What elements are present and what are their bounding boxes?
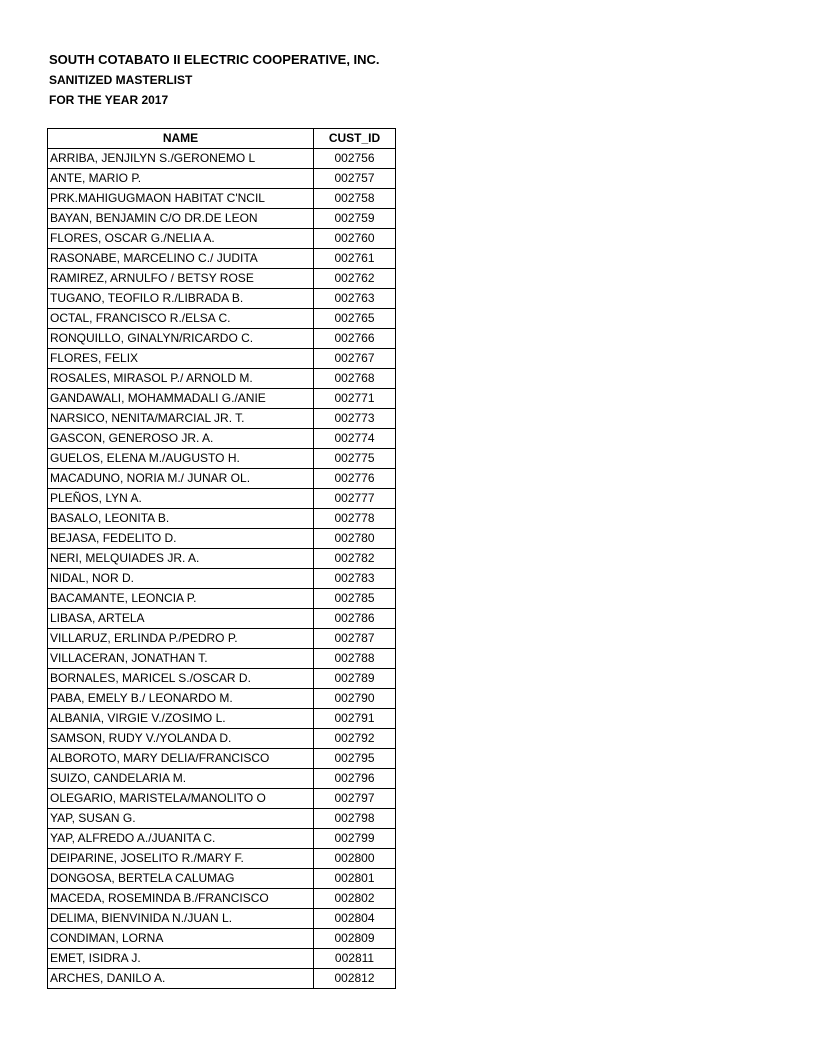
customer-name-cell: BAYAN, BENJAMIN C/O DR.DE LEON (48, 209, 314, 229)
customer-name-cell: BASALO, LEONITA B. (48, 509, 314, 529)
customer-name-cell: YAP, SUSAN G. (48, 809, 314, 829)
customer-id-cell: 002785 (314, 589, 396, 609)
customer-id-cell: 002799 (314, 829, 396, 849)
customer-id-cell: 002786 (314, 609, 396, 629)
table-row (48, 829, 396, 849)
customer-name-cell: TUGANO, TEOFILO R./LIBRADA B. (48, 289, 314, 309)
customer-id-cell: 002761 (314, 249, 396, 269)
customer-id-cell: 002795 (314, 749, 396, 769)
table-row (48, 509, 396, 529)
table-body (48, 149, 396, 989)
customer-name-cell: ANTE, MARIO P. (48, 169, 314, 189)
table-row (48, 329, 396, 349)
customer-name-cell: SUIZO, CANDELARIA M. (48, 769, 314, 789)
customer-id-cell: 002792 (314, 729, 396, 749)
table-row (48, 689, 396, 709)
table-row (48, 629, 396, 649)
customer-name-cell: GUELOS, ELENA M./AUGUSTO H. (48, 449, 314, 469)
customer-id-cell: 002797 (314, 789, 396, 809)
customer-name-cell: VILLACERAN, JONATHAN T. (48, 649, 314, 669)
table-row (48, 589, 396, 609)
table-row (48, 209, 396, 229)
table-row (48, 809, 396, 829)
customer-name-cell: YAP, ALFREDO A./JUANITA C. (48, 829, 314, 849)
customer-id-cell: 002789 (314, 669, 396, 689)
customer-name-cell: GANDAWALI, MOHAMMADALI G./ANIE (48, 389, 314, 409)
customer-id-cell: 002787 (314, 629, 396, 649)
customer-id-cell: 002777 (314, 489, 396, 509)
customer-name-cell: OCTAL, FRANCISCO R./ELSA C. (48, 309, 314, 329)
document-period: FOR THE YEAR 2017 (49, 93, 169, 107)
customer-id-cell: 002759 (314, 209, 396, 229)
customer-name-cell: BEJASA, FEDELITO D. (48, 529, 314, 549)
customer-name-cell: BORNALES, MARICEL S./OSCAR D. (48, 669, 314, 689)
table-row (48, 669, 396, 689)
customer-id-cell: 002812 (314, 969, 396, 989)
customer-name-cell: ARCHES, DANILO A. (48, 969, 314, 989)
table-row (48, 529, 396, 549)
customer-id-cell: 002757 (314, 169, 396, 189)
customer-name-cell: FLORES, FELIX (48, 349, 314, 369)
customer-id-cell: 002796 (314, 769, 396, 789)
customer-id-cell: 002771 (314, 389, 396, 409)
table-row (48, 849, 396, 869)
customer-id-cell: 002762 (314, 269, 396, 289)
table-row (48, 349, 396, 369)
customer-name-cell: ALBANIA, VIRGIE V./ZOSIMO L. (48, 709, 314, 729)
customer-id-cell: 002780 (314, 529, 396, 549)
customer-id-cell: 002811 (314, 949, 396, 969)
customer-name-cell: NERI, MELQUIADES JR. A. (48, 549, 314, 569)
table-row (48, 389, 396, 409)
table-row (48, 149, 396, 169)
customer-id-cell: 002756 (314, 149, 396, 169)
customer-id-cell: 002767 (314, 349, 396, 369)
customer-id-cell: 002776 (314, 469, 396, 489)
table-row (48, 789, 396, 809)
table-row (48, 229, 396, 249)
customer-name-cell: DEIPARINE, JOSELITO R./MARY F. (48, 849, 314, 869)
customer-id-cell: 002804 (314, 909, 396, 929)
document-header (49, 50, 380, 110)
customer-name-cell: EMET, ISIDRA J. (48, 949, 314, 969)
table-row (48, 189, 396, 209)
table-row (48, 249, 396, 269)
customer-name-cell: NARSICO, NENITA/MARCIAL JR. T. (48, 409, 314, 429)
column-header-name: NAME (48, 129, 314, 149)
customer-id-cell: 002774 (314, 429, 396, 449)
customer-name-cell: GASCON, GENEROSO JR. A. (48, 429, 314, 449)
customer-name-cell: ARRIBA, JENJILYN S./GERONEMO L (48, 149, 314, 169)
customer-name-cell: FLORES, OSCAR G./NELIA A. (48, 229, 314, 249)
masterlist-table (47, 128, 396, 989)
table-row (48, 169, 396, 189)
customer-id-cell: 002791 (314, 709, 396, 729)
customer-name-cell: VILLARUZ, ERLINDA P./PEDRO P. (48, 629, 314, 649)
customer-id-cell: 002778 (314, 509, 396, 529)
customer-name-cell: PABA, EMELY B./ LEONARDO M. (48, 689, 314, 709)
table-row (48, 409, 396, 429)
table-row (48, 269, 396, 289)
customer-name-cell: OLEGARIO, MARISTELA/MANOLITO O (48, 789, 314, 809)
customer-id-cell: 002809 (314, 929, 396, 949)
customer-id-cell: 002802 (314, 889, 396, 909)
customer-id-cell: 002788 (314, 649, 396, 669)
table-row (48, 549, 396, 569)
customer-id-cell: 002758 (314, 189, 396, 209)
customer-id-cell: 002763 (314, 289, 396, 309)
document-subtitle: SANITIZED MASTERLIST (49, 73, 193, 87)
column-header-cust-id: CUST_ID (314, 129, 396, 149)
customer-id-cell: 002773 (314, 409, 396, 429)
table-row (48, 969, 396, 989)
customer-id-cell: 002766 (314, 329, 396, 349)
customer-name-cell: ROSALES, MIRASOL P./ ARNOLD M. (48, 369, 314, 389)
customer-id-cell: 002800 (314, 849, 396, 869)
customer-name-cell: MACADUNO, NORIA M./ JUNAR OL. (48, 469, 314, 489)
customer-name-cell: NIDAL, NOR D. (48, 569, 314, 589)
table-row (48, 709, 396, 729)
customer-id-cell: 002760 (314, 229, 396, 249)
table-row (48, 869, 396, 889)
customer-name-cell: RAMIREZ, ARNULFO / BETSY ROSE (48, 269, 314, 289)
table-row (48, 289, 396, 309)
customer-name-cell: ALBOROTO, MARY DELIA/FRANCISCO (48, 749, 314, 769)
customer-name-cell: DELIMA, BIENVINIDA N./JUAN L. (48, 909, 314, 929)
table-row (48, 769, 396, 789)
customer-name-cell: BACAMANTE, LEONCIA P. (48, 589, 314, 609)
table-row (48, 609, 396, 629)
customer-name-cell: CONDIMAN, LORNA (48, 929, 314, 949)
customer-id-cell: 002783 (314, 569, 396, 589)
customer-name-cell: SAMSON, RUDY V./YOLANDA D. (48, 729, 314, 749)
table-row (48, 929, 396, 949)
table-row (48, 749, 396, 769)
customer-name-cell: LIBASA, ARTELA (48, 609, 314, 629)
customer-name-cell: PRK.MAHIGUGMAON HABITAT C'NCIL (48, 189, 314, 209)
table-row (48, 369, 396, 389)
customer-name-cell: RASONABE, MARCELINO C./ JUDITA (48, 249, 314, 269)
table-row (48, 949, 396, 969)
table-row (48, 469, 396, 489)
customer-name-cell: RONQUILLO, GINALYN/RICARDO C. (48, 329, 314, 349)
customer-id-cell: 002775 (314, 449, 396, 469)
table-row (48, 909, 396, 929)
table-row (48, 889, 396, 909)
customer-id-cell: 002782 (314, 549, 396, 569)
table-row (48, 429, 396, 449)
table-row (48, 449, 396, 469)
table-row (48, 309, 396, 329)
customer-name-cell: PLEÑOS, LYN A. (48, 489, 314, 509)
customer-id-cell: 002768 (314, 369, 396, 389)
customer-id-cell: 002798 (314, 809, 396, 829)
organization-title: SOUTH COTABATO II ELECTRIC COOPERATIVE, INC. (49, 52, 380, 67)
customer-id-cell: 002790 (314, 689, 396, 709)
customer-id-cell: 002765 (314, 309, 396, 329)
customer-name-cell: DONGOSA, BERTELA CALUMAG (48, 869, 314, 889)
table-row (48, 649, 396, 669)
table-row (48, 569, 396, 589)
table-row (48, 729, 396, 749)
table-header-row (48, 129, 396, 149)
customer-name-cell: MACEDA, ROSEMINDA B./FRANCISCO (48, 889, 314, 909)
table-row (48, 489, 396, 509)
customer-id-cell: 002801 (314, 869, 396, 889)
